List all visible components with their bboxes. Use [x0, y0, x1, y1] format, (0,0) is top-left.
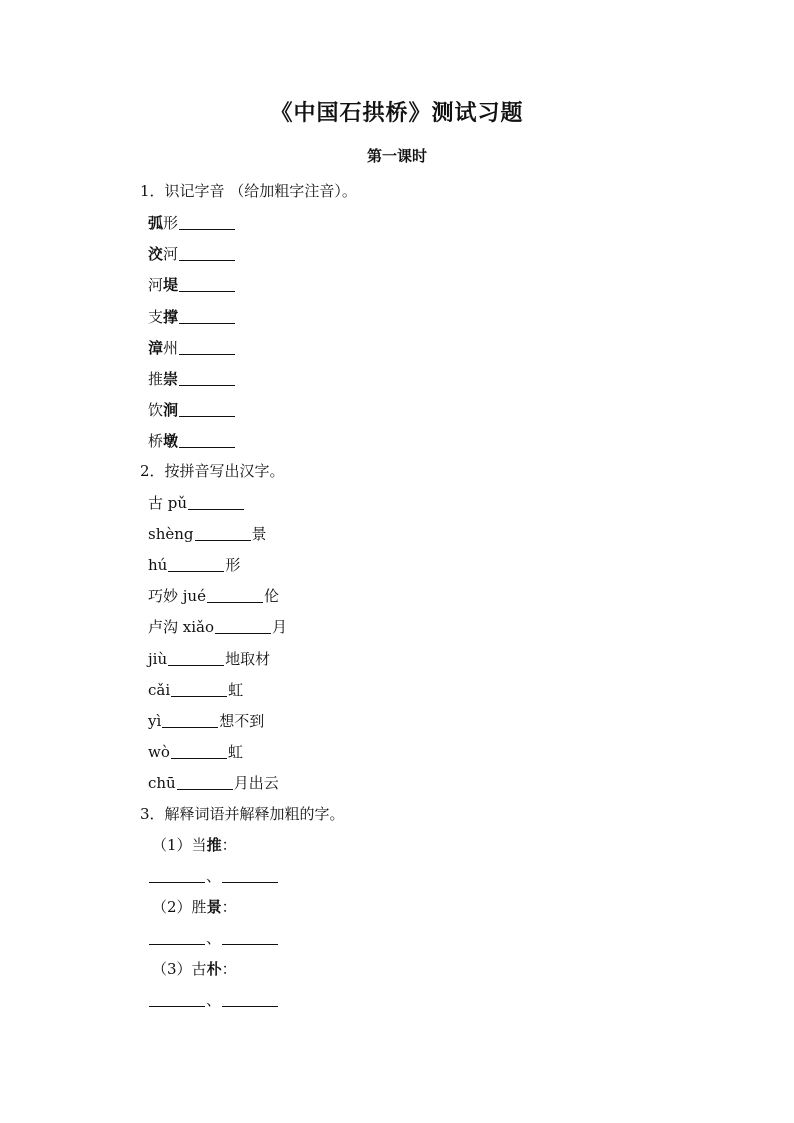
answer-blank[interactable] — [179, 384, 235, 386]
q3-answer-line — [148, 865, 279, 886]
word-plain: 支 — [148, 307, 164, 326]
answer-blank[interactable] — [171, 757, 227, 759]
item-number: （3） — [152, 960, 192, 978]
q2-item — [148, 492, 245, 513]
q1-item — [148, 368, 236, 389]
answer-blank[interactable] — [179, 446, 235, 448]
question-2-label: 2．按拼音写出汉字。 — [140, 462, 285, 480]
word-bold-char: 漳 — [148, 338, 164, 357]
q2-item — [148, 710, 264, 731]
q1-item — [148, 337, 236, 358]
q2-item — [148, 741, 243, 762]
q1-item — [148, 274, 236, 295]
word-suffix: 景 — [251, 525, 267, 544]
word-suffix: 地取材 — [225, 649, 271, 668]
q1-item — [148, 212, 236, 233]
pinyin-prompt: hú — [148, 556, 168, 575]
pinyin-prompt: wò — [148, 742, 170, 761]
answer-blank[interactable] — [168, 664, 224, 666]
separator: 、 — [206, 991, 222, 1009]
pinyin-prompt: 巧妙 jué — [148, 587, 206, 606]
q2-item — [148, 616, 287, 637]
answer-blank[interactable] — [162, 726, 218, 728]
q3-answer-line — [148, 989, 279, 1010]
word-plain: 桥 — [148, 432, 164, 451]
word-suffix: 想不到 — [219, 711, 265, 730]
q3-answer-line — [148, 927, 279, 948]
q1-item — [148, 243, 236, 264]
q3-item — [152, 896, 237, 917]
answer-blank[interactable] — [149, 943, 205, 945]
answer-blank[interactable] — [179, 259, 235, 261]
pinyin-prompt: chū — [148, 773, 176, 792]
pinyin-prompt: cǎi — [148, 680, 171, 699]
word-bold-char: 景 — [206, 898, 222, 916]
answer-blank[interactable] — [179, 290, 235, 292]
q3-item — [152, 958, 237, 979]
word-bold-char: 堤 — [163, 276, 179, 295]
word-plain: 形 — [163, 214, 179, 232]
word-bold-char: 推 — [206, 836, 222, 854]
question-1-label: 1．识记字音 （给加粗字注音）。 — [140, 182, 357, 200]
answer-blank[interactable] — [222, 943, 278, 945]
word-bold-char: 崇 — [163, 370, 179, 388]
item-number: （1） — [152, 836, 192, 854]
word-bold-char: 撑 — [163, 307, 179, 326]
answer-blank[interactable] — [195, 539, 251, 541]
answer-blank[interactable] — [215, 632, 271, 634]
word-suffix: 形 — [225, 556, 241, 575]
answer-blank[interactable] — [222, 1005, 278, 1007]
q1-item — [148, 399, 236, 420]
word-plain: 胜 — [191, 898, 207, 916]
word-bold-char: 墩 — [163, 432, 179, 451]
colon: ： — [221, 836, 237, 854]
word-bold-char: 朴 — [206, 960, 222, 978]
word-suffix: 月 — [272, 618, 288, 637]
word-plain: 推 — [148, 370, 164, 388]
separator: 、 — [206, 867, 222, 885]
lesson-subtitle: 第一课时 — [366, 147, 427, 165]
pinyin-prompt: 卢沟 xiǎo — [148, 618, 214, 637]
pinyin-prompt: jiù — [148, 649, 168, 668]
answer-blank[interactable] — [179, 353, 235, 355]
word-suffix: 月出云 — [233, 773, 279, 792]
q2-item — [148, 585, 279, 606]
colon: ： — [221, 898, 237, 916]
answer-blank[interactable] — [179, 322, 235, 324]
word-bold-char: 洨 — [148, 245, 164, 264]
answer-blank[interactable] — [168, 570, 224, 572]
word-bold-char: 弧 — [148, 214, 164, 232]
pinyin-prompt: shèng — [148, 525, 194, 544]
q2-item — [148, 772, 279, 793]
answer-blank[interactable] — [207, 601, 263, 603]
q1-item — [148, 306, 236, 327]
word-plain: 古 — [191, 960, 207, 978]
answer-blank[interactable] — [179, 228, 235, 230]
word-plain: 州 — [163, 338, 179, 357]
colon: ： — [221, 960, 237, 978]
word-suffix: 虹 — [227, 742, 243, 761]
q2-item — [148, 648, 270, 669]
page-title: 《中国石拱桥》测试习题 — [270, 100, 524, 126]
word-bold-char: 涧 — [163, 401, 179, 420]
word-plain: 河 — [163, 245, 179, 264]
separator: 、 — [206, 929, 222, 947]
q3-item — [152, 834, 237, 855]
answer-blank[interactable] — [177, 788, 233, 790]
answer-blank[interactable] — [179, 415, 235, 417]
word-plain: 河 — [148, 276, 164, 295]
answer-blank[interactable] — [171, 695, 227, 697]
question-3-label: 3．解释词语并解释加粗的字。 — [140, 805, 345, 823]
answer-blank[interactable] — [222, 881, 278, 883]
q1-item — [148, 430, 236, 451]
answer-blank[interactable] — [149, 881, 205, 883]
q2-item — [148, 554, 240, 575]
pinyin-prompt: yì — [148, 711, 162, 730]
word-suffix: 伦 — [263, 587, 279, 606]
word-plain: 当 — [191, 836, 207, 854]
q2-item — [148, 523, 267, 544]
answer-blank[interactable] — [188, 508, 244, 510]
word-suffix: 虹 — [228, 680, 244, 699]
pinyin-prompt: 古 pǔ — [148, 494, 188, 512]
answer-blank[interactable] — [149, 1005, 205, 1007]
word-plain: 饮 — [148, 401, 164, 420]
q2-item — [148, 679, 243, 700]
item-number: （2） — [152, 898, 192, 916]
